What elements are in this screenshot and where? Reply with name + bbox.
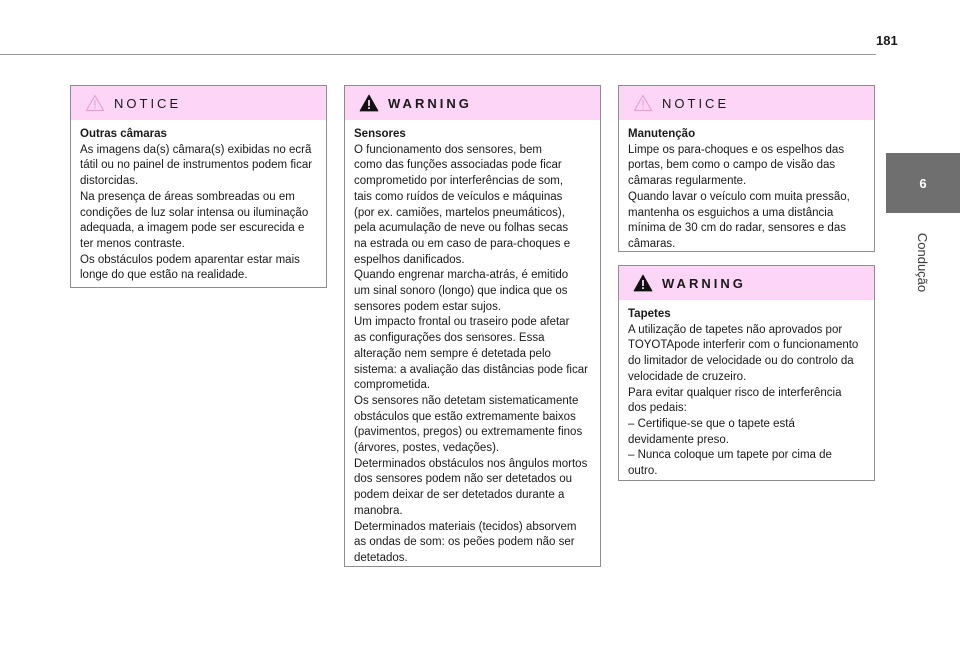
body-line: sistema: a avaliação das distâncias pode ficar	[354, 363, 588, 376]
body-line: Os sensores não detetam sistematicamente	[354, 394, 579, 407]
body-line: obstáculos que estão extremamente baixos	[354, 410, 576, 423]
body-line: A utilização de tapetes não aprovados por	[628, 323, 843, 336]
body-line: Quando engrenar marcha-atrás, é emitido	[354, 269, 569, 282]
body-line: Determinados materiais (tecidos) absorvem	[354, 520, 577, 533]
body-line: distorcidas.	[80, 175, 139, 188]
top-divider	[0, 54, 876, 55]
body-line: podem deixar de ser detetados durante a	[354, 489, 565, 502]
body-line: Limpe os para-choques e os espelhos das	[628, 143, 845, 156]
warning-header	[619, 266, 874, 300]
warning-title: WARNING	[662, 275, 746, 291]
body-line: portas, bem como o campo de visão das	[628, 159, 836, 172]
chapter-label	[893, 222, 953, 302]
body-line: Os obstáculos podem aparentar estar mais	[80, 253, 300, 266]
body-line: (por ex. camiões, martelos pneumáticos),	[354, 206, 565, 219]
body-line: As imagens da(s) câmara(s) exibidas no ecrã	[80, 143, 312, 156]
body-line: comprometido por interferências de som,	[354, 175, 564, 188]
section-subtitle: Outras câmaras	[80, 128, 167, 140]
notice-box-cameras	[70, 85, 327, 288]
body-line: tátil ou no painel de instrumentos podem ficar	[80, 159, 313, 172]
body-line: as configurações dos sensores. Essa	[354, 332, 545, 345]
body-line: O funcionamento dos sensores, bem	[354, 143, 542, 156]
section-subtitle: Tapetes	[628, 308, 671, 320]
warning-box-mats	[618, 265, 875, 481]
notice-box-maintenance	[618, 85, 875, 252]
body-line: Na presença de áreas sombreadas ou em	[80, 190, 295, 203]
warning-triangle-outline-icon	[633, 94, 653, 112]
body-line: condições de luz solar intensa ou iluminação	[80, 206, 309, 219]
page-number: 181	[876, 33, 898, 48]
body-line: ter menos contraste.	[80, 237, 185, 250]
body-line: dos pedais:	[628, 402, 687, 415]
body-line: (árvores, postes, vedações).	[354, 442, 500, 455]
section-subtitle: Sensores	[354, 128, 406, 140]
body-line: as ondas de som: os peões podem não ser	[354, 536, 575, 549]
body-line: comprometida.	[354, 379, 431, 392]
body-line: – Certifique-se que o tapete está	[628, 417, 795, 430]
body-line: – Nunca coloque um tapete por cima de	[628, 449, 832, 462]
body-line: (pavimentos, pregos) ou extremamente finos	[354, 426, 583, 439]
warning-box-sensors	[344, 85, 601, 567]
body-line: espelhos danificados.	[354, 253, 465, 266]
body-line: devidamente preso.	[628, 433, 730, 446]
chapter-number: 6	[919, 175, 927, 191]
body-line: manobra.	[354, 504, 403, 517]
warning-triangle-icon	[633, 274, 653, 292]
warning-triangle-icon	[359, 94, 379, 112]
body-line: um sinal sonoro (longo) que indica que os	[354, 285, 568, 298]
warning-triangle-outline-icon	[85, 94, 105, 112]
body-line: como das funções associadas pode ficar	[354, 159, 562, 172]
body-line: alteração nem sempre é detetada pelo	[354, 347, 551, 360]
body-line: do limitador de velocidade ou do controlo da	[628, 355, 854, 368]
body-line: mantenha os esguichos a uma distância	[628, 206, 834, 219]
body-line: Determinados obstáculos nos ângulos mortos	[354, 457, 588, 470]
body-line: tais como ruídos de veículos e máquinas	[354, 190, 563, 203]
notice-title: NOTICE	[662, 95, 730, 111]
notice-header	[71, 86, 326, 120]
notice-title: NOTICE	[114, 95, 182, 111]
chapter-label-text: Condução	[915, 232, 931, 292]
body-line: Um impacto frontal ou traseiro pode afetar	[354, 316, 570, 329]
section-subtitle: Manutenção	[628, 128, 696, 140]
body-line: pela acumulação de neve ou folhas secas	[354, 222, 569, 235]
body-line: câmaras regularmente.	[628, 175, 747, 188]
warning-title: WARNING	[388, 95, 472, 111]
body-line: TOYOTApode interferir com o funcionamento	[628, 339, 859, 352]
body-line: dos sensores podem não ser detetados ou	[354, 473, 573, 486]
notice-header	[619, 86, 874, 120]
body-line: Para evitar qualquer risco de interferência	[628, 386, 842, 399]
body-line: mínima de 30 cm do radar, sensores e das	[628, 222, 846, 235]
body-line: velocidade de cruzeiro.	[628, 370, 747, 383]
body-line: detetados.	[354, 551, 408, 564]
body-line: adequada, a imagem pode ser escurecida e	[80, 222, 305, 235]
body-line: outro.	[628, 465, 658, 478]
body-line: sensores podem estar sujos.	[354, 300, 502, 313]
warning-header	[345, 86, 600, 120]
chapter-tab[interactable]	[886, 153, 960, 213]
body-line: Quando lavar o veículo com muita pressão,	[628, 190, 850, 203]
body-line: câmaras.	[628, 237, 676, 250]
body-line: longe do que estão na realidade.	[80, 269, 248, 282]
body-line: na estrada ou em caso de para-choques e	[354, 237, 571, 250]
